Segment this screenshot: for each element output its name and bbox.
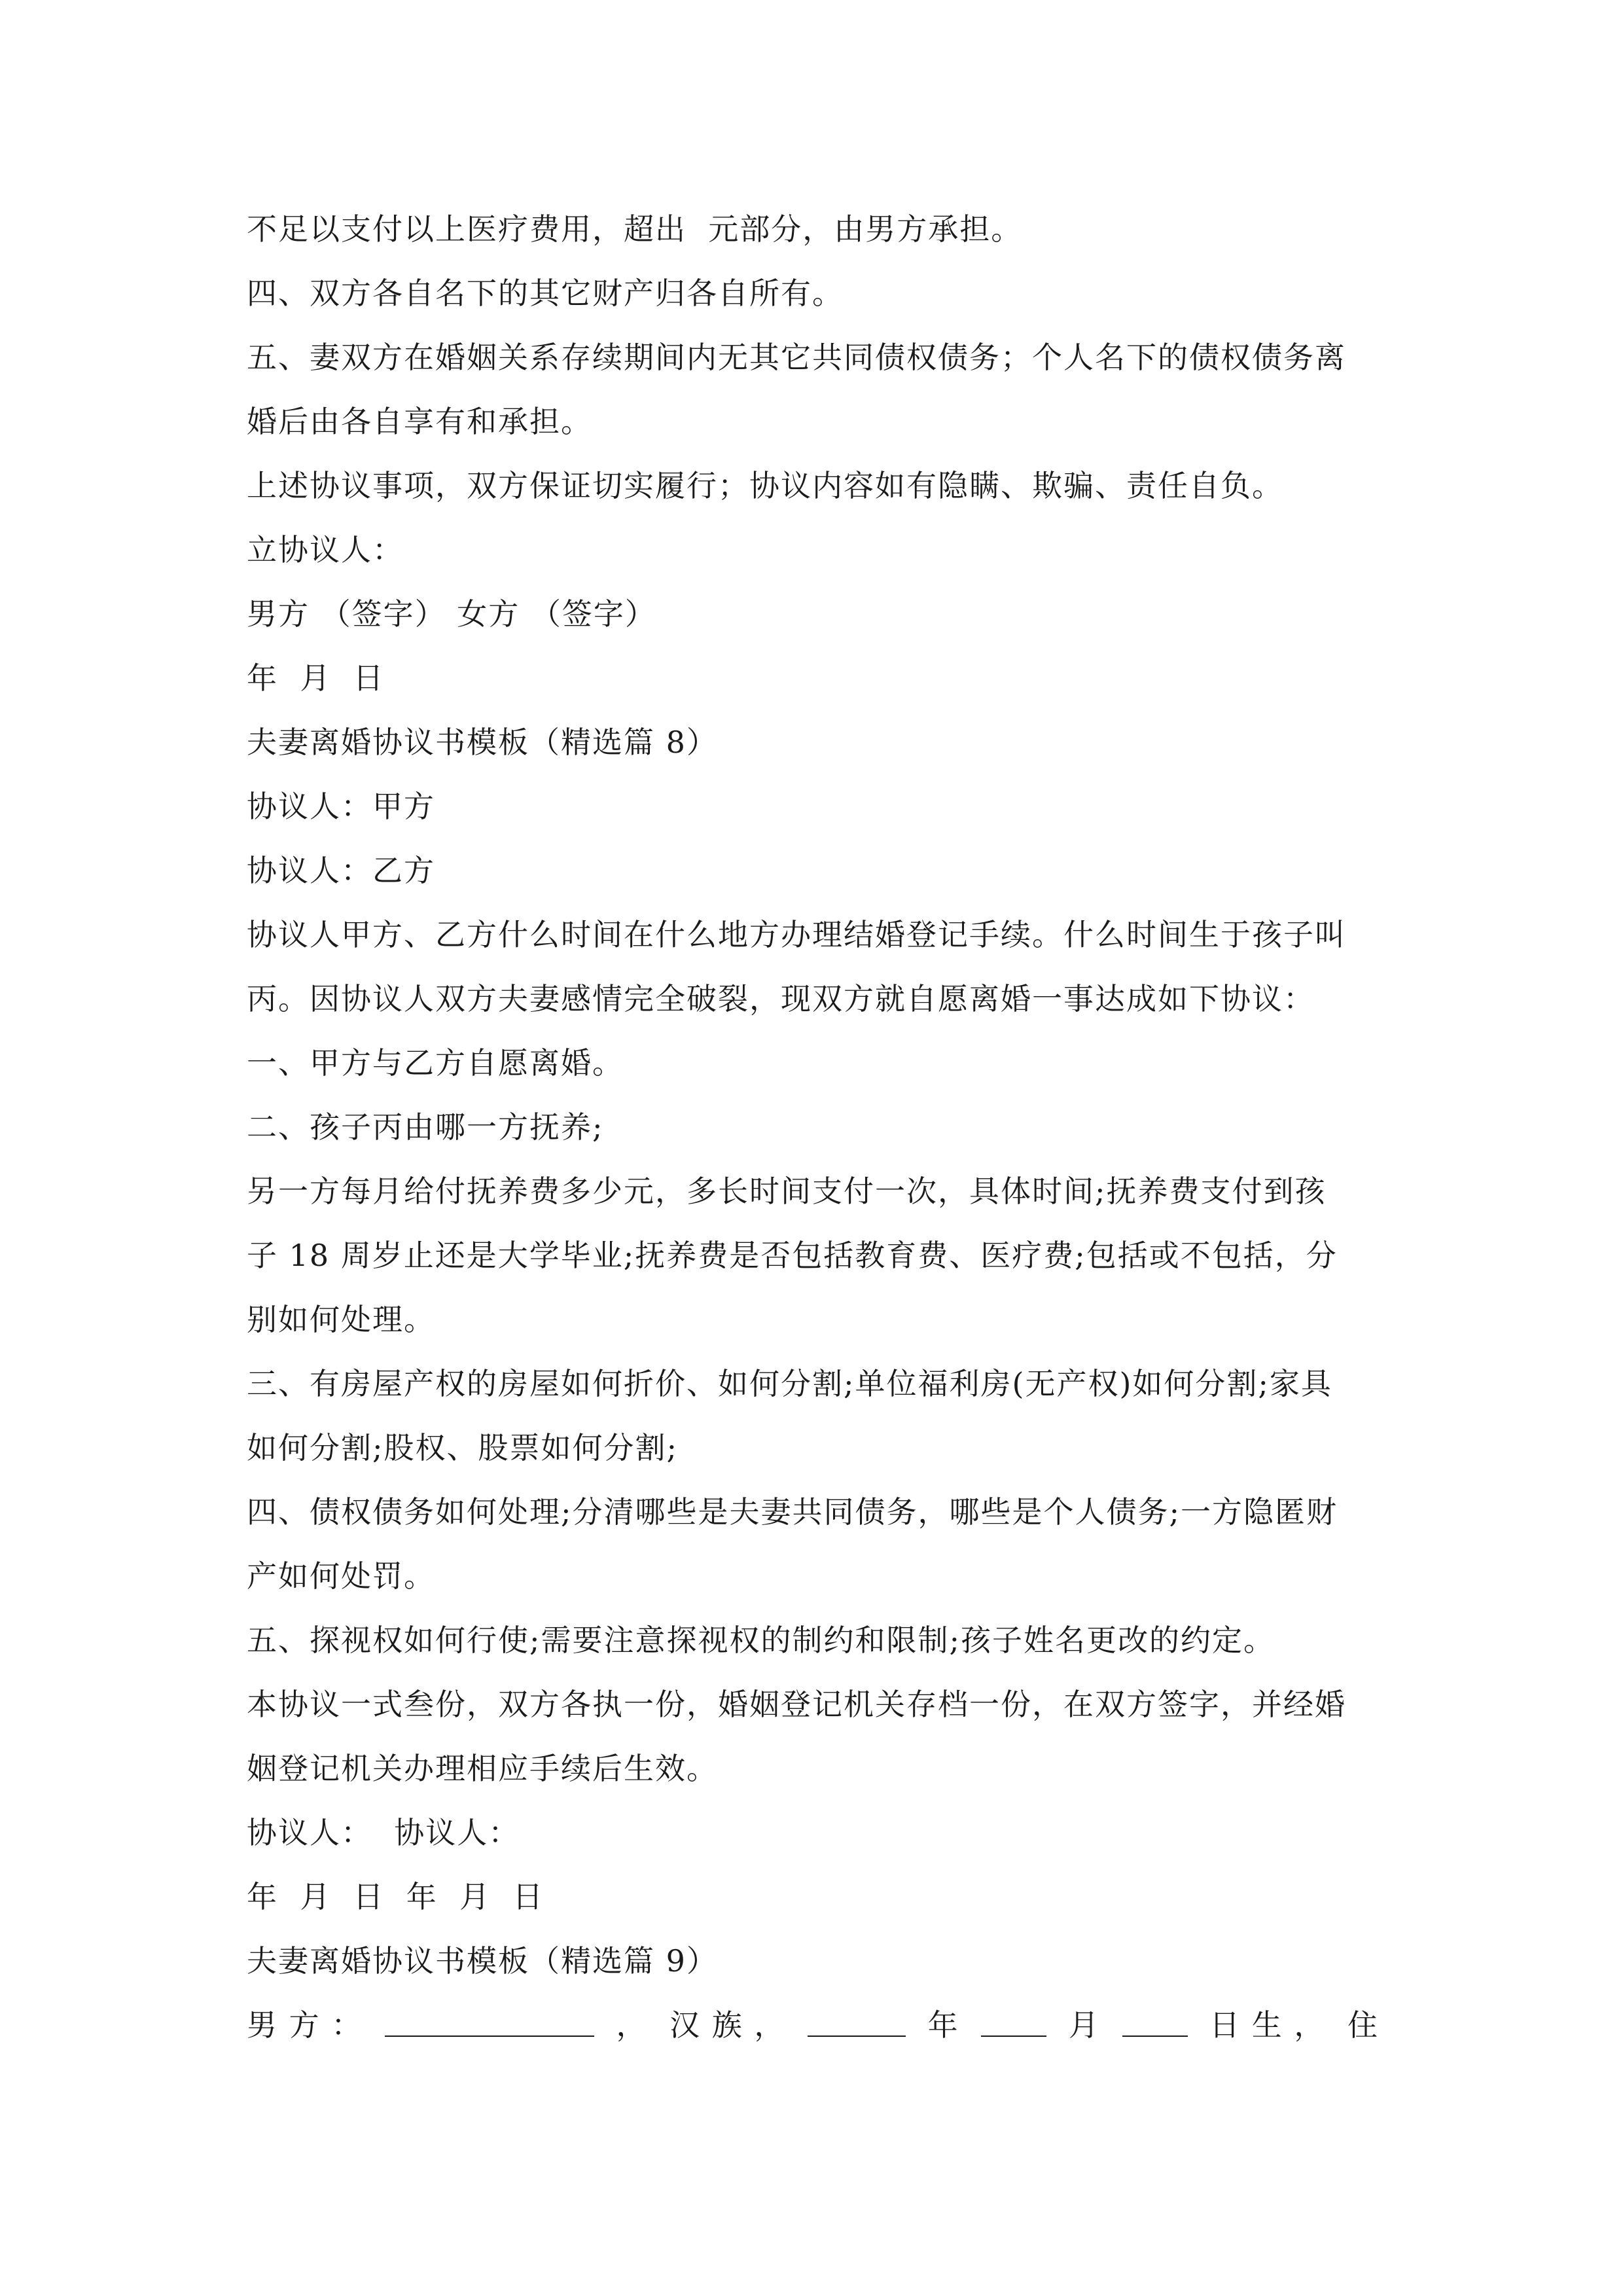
text-line: 丙。因协议人双方夫妻感情完全破裂，现双方就自愿离婚一事达成如下协议： [247, 981, 1315, 1016]
month-blank [981, 2005, 1046, 2037]
year-blank [808, 2005, 906, 2037]
male-label: 男 方 ： [247, 2007, 363, 2043]
text-line: 一、甲方与乙方自愿离婚。 [247, 1045, 624, 1081]
text-line: 三、有房屋产权的房屋如何折价、如何分割;单位福利房(无产权)如何分割;家具 [247, 1366, 1332, 1401]
day-blank [1122, 2005, 1188, 2037]
text-line: 协议人：乙方 [247, 853, 435, 888]
residence-label: 住 [1347, 2007, 1379, 2043]
text-line: 男方 （签字） 女方 （签字） [247, 596, 656, 632]
text-line: 协议人： 协议人： [247, 1815, 520, 1850]
ethnicity-text: 汉 族 ， [669, 2007, 786, 2043]
text-line: 婚后由各自享有和承担。 [247, 404, 592, 439]
text-line: 如何分割;股权、股票如何分割; [247, 1430, 678, 1465]
text-line: 年 月 日 年 月 日 [247, 1879, 544, 1914]
section-heading: 夫妻离婚协议书模板（精选篇 8） [247, 725, 718, 760]
text-line: 不足以支付以上医疗费用，超出 元部分，由男方承担。 [247, 211, 1023, 247]
text-line: 上述协议事项，双方保证切实履行；协议内容如有隐瞒、欺骗、责任自负。 [247, 468, 1283, 503]
name-blank [385, 2005, 594, 2037]
text-line: 四、债权债务如何处理;分清哪些是夫妻共同债务，哪些是个人债务;一方隐匿财 [247, 1494, 1338, 1530]
text-line: 本协议一式叁份，双方各执一份，婚姻登记机关存档一份，在双方签字，并经婚 [247, 1687, 1346, 1722]
form-line [247, 2005, 1379, 2045]
text-line: 子 18 周岁止还是大学毕业;抚养费是否包括教育费、医疗费;包括或不包括，分 [247, 1238, 1338, 1273]
text-line: 立协议人： [247, 532, 404, 567]
text-line: 另一方每月给付抚养费多少元，多长时间支付一次，具体时间;抚养费支付到孩 [247, 1174, 1327, 1209]
text-line: 二、孩子丙由哪一方抚养; [247, 1109, 604, 1145]
text-line: 年 月 日 [247, 660, 385, 696]
text-line: 别如何处理。 [247, 1302, 435, 1337]
text-line: 产如何处罚。 [247, 1558, 435, 1594]
text-line: 协议人甲方、乙方什么时间在什么地方办理结婚登记手续。什么时间生于孩子叫 [247, 917, 1346, 952]
text-line: 姻登记机关办理相应手续后生效。 [247, 1751, 718, 1786]
text-line: 四、双方各自名下的其它财产归各自所有。 [247, 276, 844, 311]
day-born-label: 日 生 ， [1209, 2007, 1326, 2043]
text-line: 五、妻双方在婚姻关系存续期间内无其它共同债权债务；个人名下的债权债务离 [247, 340, 1346, 375]
text-line: 五、探视权如何行使;需要注意探视权的制约和限制;孩子姓名更改的约定。 [247, 1623, 1275, 1658]
text-line: 协议人：甲方 [247, 789, 435, 824]
comma: ， [616, 2007, 648, 2043]
section-heading: 夫妻离婚协议书模板（精选篇 9） [247, 1943, 718, 1979]
year-label: 年 [927, 2007, 959, 2043]
month-label: 月 [1068, 2007, 1100, 2043]
